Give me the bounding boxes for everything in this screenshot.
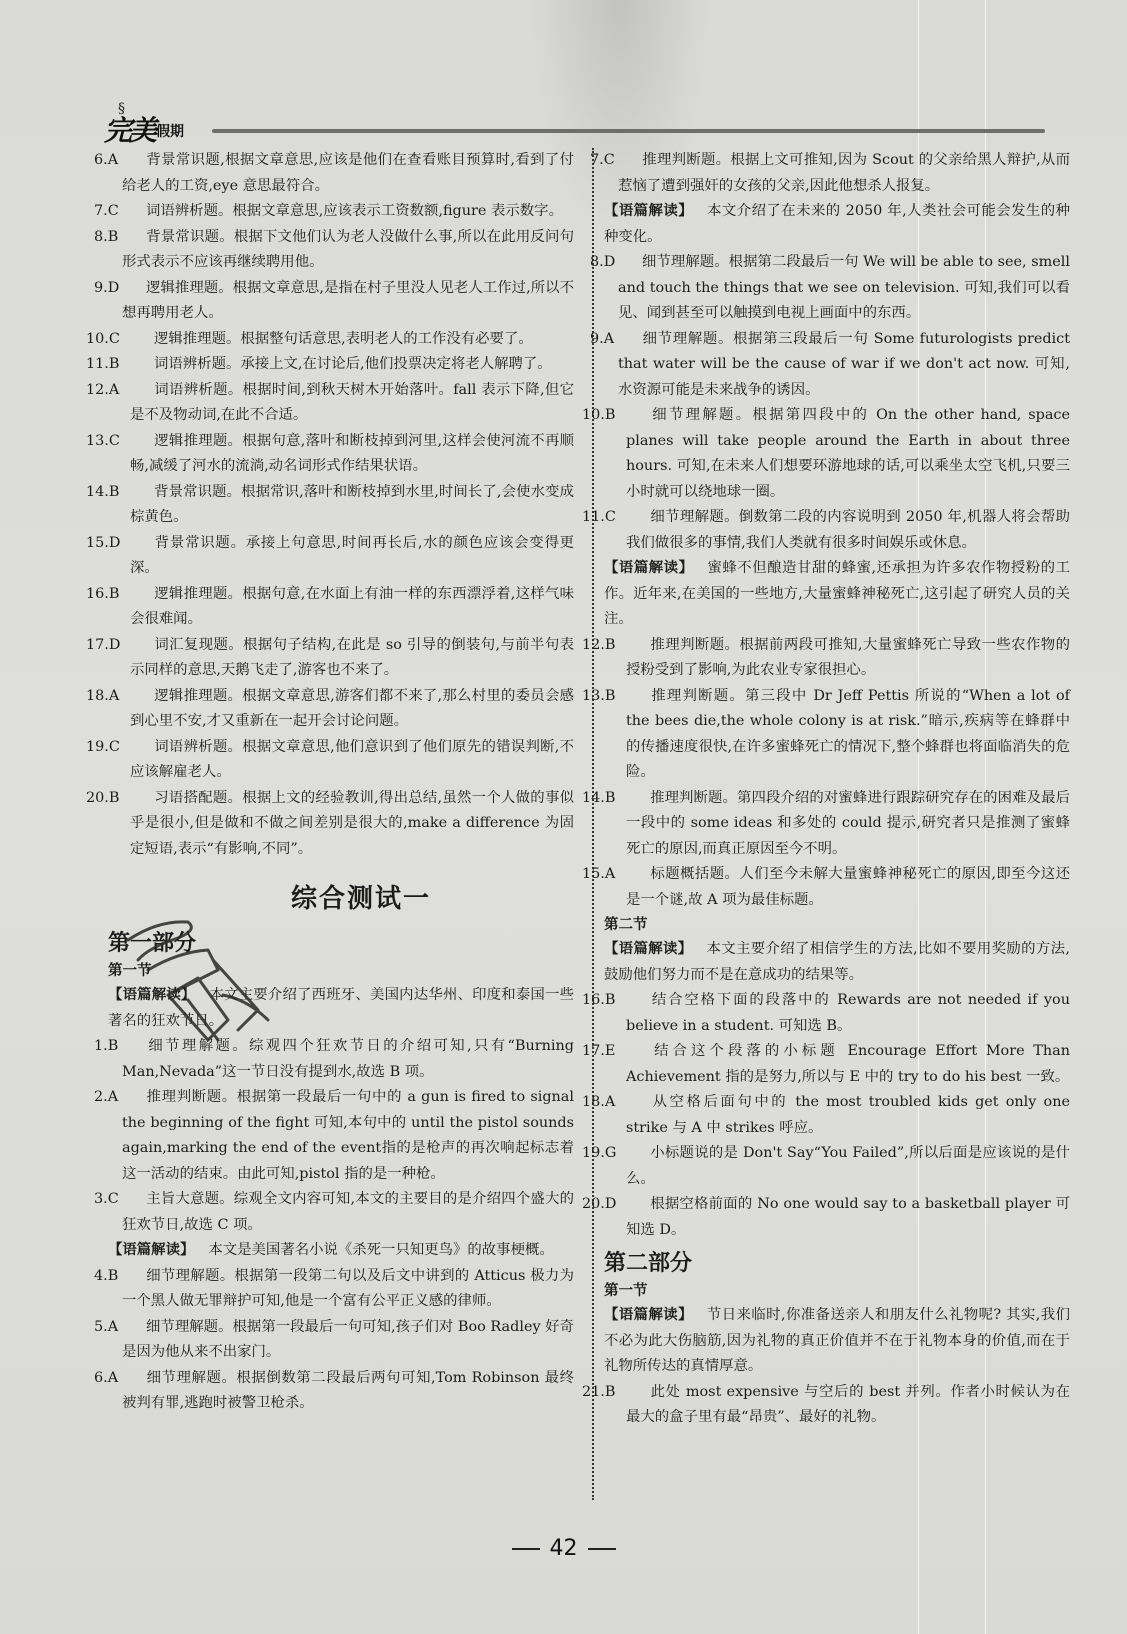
- answer-number: 20.D: [582, 1196, 617, 1212]
- answer-explanation: 此处 most expensive 与空后的 best 并列。作者小时候认为在最大的盒子里有最“昂贵”、最好的礼物。: [626, 1383, 1070, 1425]
- answer-explanation: 细节理解题。根据第四段中的 On the other hand, space planes will take people around the Earth in about three hours. 可知,在未来人们想要环游地球的话,可以乘坐太空飞机,只要三小时就可以绕地球一圈。: [626, 407, 1070, 500]
- answer-number: 16.B: [86, 585, 120, 602]
- logo-main-text: 完美: [104, 114, 155, 147]
- answer-list-bees: [582, 633, 1070, 914]
- answer-item: [94, 1187, 574, 1238]
- answer-number: 9.D: [94, 279, 120, 296]
- answer-explanation: 词汇复现题。根据句子结构,在此是 so 引导的倒装句,与前半句表示同样的意思,天鹅飞走了,游客也不来了。: [130, 636, 574, 678]
- answer-item: [94, 199, 574, 225]
- answer-number: 17.E: [582, 1043, 616, 1059]
- left-column: [86, 148, 574, 1417]
- part-two-title: 第二部分: [604, 1251, 693, 1276]
- answer-number: 12.B: [582, 636, 616, 653]
- answer-explanation: 逻辑推理题。根据文章意思,是指在村子里没人见老人工作过,所以不想再聘用老人。: [122, 279, 574, 321]
- answer-explanation: 逻辑推理题。根据句意,落叶和断枝掉到河里,这样会使河流不再顺畅,减缓了河水的流淌,动名词形式作结果状语。: [130, 432, 574, 474]
- answer-item: [582, 505, 1070, 556]
- answer-explanation: 推理判断题。根据第一段最后一句中的 a gun is fired to signal the beginning of the fight 可知,本句中的 until the pistol sounds again,marking the end of the event指的是枪声的再次响起标志着这一活动的结束。由此可知,pistol 指的是一种枪。: [122, 1089, 574, 1182]
- page-number: [0, 1536, 1127, 1561]
- passage-note-text: 本文主要介绍了相信学生的方法,比如不要用奖励的方法,鼓励他们努力而不是在意成功的结果等。: [604, 941, 1070, 983]
- answer-item: [86, 684, 574, 735]
- answer-number: 4.B: [94, 1267, 119, 1284]
- answer-number: 14.B: [582, 789, 616, 806]
- answer-item: [94, 1315, 574, 1366]
- answer-list-part1a: [94, 1034, 574, 1238]
- answer-item: [86, 786, 574, 863]
- answer-item: [94, 1034, 574, 1085]
- answer-number: 11.B: [86, 356, 120, 372]
- answer-number: 7.C: [94, 203, 119, 219]
- answer-item: [86, 327, 574, 353]
- answer-list-exercise: [86, 148, 574, 862]
- dash-decoration: [512, 1548, 540, 1550]
- answer-explanation: 根据空格前面的 No one would say to a basketball player 可知选 D。: [626, 1196, 1070, 1238]
- answer-item: [86, 352, 574, 378]
- answer-number: 1.B: [94, 1038, 119, 1054]
- passage-note: [604, 937, 1070, 988]
- dash-decoration: [588, 1548, 616, 1550]
- answer-number: 8.D: [590, 254, 616, 270]
- answer-explanation: 词语辨析题。根据时间,到秋天树木开始落叶。fall 表示下降,但它是不及物动词,在此不合适。: [130, 381, 574, 423]
- answer-number: 8.B: [94, 228, 119, 245]
- passage-note-tag: 【语篇解读】: [604, 203, 694, 219]
- answer-number: 10.C: [86, 330, 120, 347]
- answer-number: 12.A: [86, 381, 120, 398]
- answer-item: [582, 786, 1070, 863]
- answer-explanation: 背景常识题。根据常识,落叶和断枝掉到水里,时间长了,会使水变成棕黄色。: [130, 483, 574, 525]
- passage-note-tag: 【语篇解读】: [604, 941, 693, 957]
- section-one-title: 第一节: [108, 963, 152, 979]
- answer-number: 15.D: [86, 534, 121, 551]
- answer-item: [86, 429, 574, 480]
- answer-number: 19.C: [86, 738, 120, 755]
- test-title: 综合测试一: [290, 884, 431, 914]
- passage-note-text: 本文是美国著名小说《杀死一只知更鸟》的故事梗概。: [208, 1242, 554, 1258]
- answer-list-section2: [582, 988, 1070, 1243]
- answer-explanation: 背景常识题,根据文章意思,应该是他们在查看账目预算时,看到了付给老人的工资,eye 意思最符合。: [122, 152, 574, 194]
- answer-number: 19.G: [582, 1145, 617, 1161]
- answer-item: [86, 378, 574, 429]
- passage-note-tag: 【语篇解读】: [108, 1242, 195, 1258]
- logo-swirl-icon: §: [118, 101, 125, 117]
- answer-list-part1b: [94, 1264, 574, 1417]
- answer-explanation: 推理判断题。第四段介绍的对蜜蜂进行跟踪研究存在的困难及最后一段中的 some ideas 和多处的 could 提示,研究者只是推测了蜜蜂死亡的原因,而真正原因至今不明。: [626, 789, 1070, 857]
- answer-explanation: 推理判断题。根据前两段可推知,大量蜜蜂死亡导致一些农作物的授粉受到了影响,为此农业专家很担心。: [626, 636, 1070, 678]
- passage-note: [604, 199, 1070, 250]
- passage-note: [604, 556, 1070, 633]
- answer-explanation: 细节理解题。倒数第二段的内容说明到 2050 年,机器人将会帮助我们做很多的事情,我们人类就有很多时间娱乐或休息。: [626, 509, 1070, 551]
- answer-explanation: 细节理解题。根据第二段最后一句 We will be able to see, smell and touch the things that we see on television. 可知,我们可以看见、闻到甚至可以触摸到电视上画面中的东西。: [618, 254, 1070, 321]
- answer-item: [94, 148, 574, 199]
- passage-note-text: 本文主要介绍了西班牙、美国内达华州、印度和泰国一些著名的狂欢节日。: [108, 987, 574, 1029]
- answer-item: [590, 250, 1070, 327]
- passage-note: [604, 1303, 1070, 1380]
- answer-item: [94, 1366, 574, 1417]
- answer-explanation: 背景常识题。根据下文他们认为老人没做什么事,所以在此用反问句形式表示不应该再继续聘用他。: [122, 228, 574, 270]
- passage-note-tag: 【语篇解读】: [108, 987, 196, 1003]
- answer-item: [94, 225, 574, 276]
- answer-item: [86, 582, 574, 633]
- answer-list-future: [582, 250, 1070, 556]
- answer-explanation: 细节理解题。根据第三段最后一句 Some futurologists predict that water will be the cause of war if we don't act now. 可知,水资源可能是未来战争的诱因。: [618, 330, 1070, 398]
- answer-item: [582, 1141, 1070, 1192]
- answer-item: [582, 1380, 1070, 1431]
- answer-explanation: 词语辨析题。根据文章意思,应该表示工资数额,figure 表示数字。: [146, 203, 563, 219]
- answer-number: 18.A: [86, 687, 120, 704]
- answer-explanation: 逻辑推理题。根据文章意思,游客们都不来了,那么村里的委员会感到心里不安,才又重新在一起开会讨论问题。: [130, 687, 574, 729]
- answer-explanation: 逻辑推理题。根据整句话意思,表明老人的工作没有必要了。: [154, 330, 533, 347]
- passage-note: [108, 1238, 574, 1264]
- right-column: [582, 148, 1070, 1431]
- answer-explanation: 逻辑推理题。根据句意,在水面上有油一样的东西漂浮着,这样气味会很难闻。: [130, 585, 574, 627]
- answer-explanation: 推理判断题。第三段中 Dr Jeff Pettis 所说的“When a lot of the bees die,the whole colony is at risk.”暗示,疾病等在蜂群中的传播速度很快,在许多蜜蜂死亡的情况下,整个蜂群也将面临消失的危险。: [626, 687, 1070, 780]
- answer-explanation: 背景常识题。承接上句意思,时间再长后,水的颜色应该会变得更深。: [130, 534, 574, 576]
- answer-explanation: 词语辨析题。根据文章意思,他们意识到了他们原先的错误判断,不应该解雇老人。: [130, 738, 574, 780]
- answer-number: 14.B: [86, 483, 120, 500]
- answer-number: 20.B: [86, 789, 120, 806]
- passage-note-text: 节日来临时,你准备送亲人和朋友什么礼物呢? 其实,我们不必为此大伤脑筋,因为礼物的真正价值并不在于礼物本身的价值,而在于礼物所传达的真情厚意。: [604, 1307, 1070, 1374]
- part-two-section-one-title: 第一节: [604, 1283, 648, 1299]
- page-number-value: 42: [549, 1536, 578, 1561]
- answer-item: [582, 862, 1070, 913]
- passage-note: [108, 983, 574, 1034]
- page-header: [100, 101, 1045, 147]
- answer-number: 10.B: [582, 407, 616, 423]
- answer-number: 16.B: [582, 992, 616, 1008]
- answer-number: 2.A: [94, 1089, 119, 1105]
- answer-number: 11.C: [582, 509, 616, 525]
- answer-item: [582, 988, 1070, 1039]
- answer-item: [86, 480, 574, 531]
- answer-explanation: 细节理解题。根据倒数第二段最后两句可知,Tom Robinson 最终被判有罪,逃跑时被警卫枪杀。: [122, 1369, 574, 1411]
- answer-explanation: 细节理解题。根据第一段最后一句可知,孩子们对 Boo Radley 好奇是因为他从来不出家门。: [122, 1318, 574, 1360]
- answer-explanation: 词语辨析题。承接上文,在讨论后,他们投票决定将老人解聘了。: [154, 356, 552, 372]
- passage-note-text: 蜜蜂不但酿造甘甜的蜂蜜,还承担为许多农作物授粉的工作。近年来,在美国的一些地方,大量蜜蜂神秘死亡,这引起了研究人员的关注。: [604, 560, 1070, 627]
- answer-explanation: 习语搭配题。根据上文的经验教训,得出总结,虽然一个人做的事似乎是很小,但是做和不做之间差别是很大的,make a difference 为固定短语,表示“有影响,不同”。: [130, 789, 574, 857]
- answer-explanation: 主旨大意题。综观全文内容可知,本文的主要目的是介绍四个盛大的狂欢节日,故选 C 项。: [122, 1191, 574, 1233]
- answer-item: [86, 633, 574, 684]
- answer-item: [86, 735, 574, 786]
- answer-explanation: 标题概括题。人们至今未解大量蜜蜂神秘死亡的原因,即至今这还是一个谜,故 A 项为最佳标题。: [626, 866, 1070, 908]
- answer-item: [94, 276, 574, 327]
- passage-note-text: 本文介绍了在未来的 2050 年,人类社会可能会发生的种种变化。: [604, 203, 1070, 245]
- answer-item: [86, 531, 574, 582]
- answer-number: 6.A: [94, 152, 119, 168]
- answer-number: 15.A: [582, 866, 616, 882]
- answer-item: [582, 403, 1070, 505]
- answer-number: 3.C: [94, 1191, 119, 1207]
- answer-number: 5.A: [94, 1318, 119, 1335]
- answer-number: 6.A: [94, 1369, 119, 1386]
- answer-explanation: 细节理解题。综观四个狂欢节日的介绍可知,只有“Burning Man,Nevada”这一节日没有提到水,故选 B 项。: [122, 1038, 574, 1080]
- answer-item: [582, 1192, 1070, 1243]
- answer-item: [582, 684, 1070, 786]
- answer-number: 17.D: [86, 636, 121, 653]
- passage-note-tag: 【语篇解读】: [604, 560, 694, 576]
- answer-explanation: 从空格后面句中的 the most troubled kids get only one strike 与 A 中 strikes 呼应。: [626, 1094, 1070, 1136]
- header-rule: [212, 129, 1045, 133]
- answer-explanation: 结合空格下面的段落中的 Rewards are not needed if you believe in a student. 可知选 B。: [626, 992, 1070, 1034]
- answer-item: [582, 1090, 1070, 1141]
- answer-explanation: 推理判断题。根据上文可推知,因为 Scout 的父亲给黑人辩护,从而惹恼了遭到强奸的女孩的父亲,因此他想杀人报复。: [618, 152, 1070, 194]
- answer-number: 9.A: [590, 330, 615, 347]
- logo-sub-text: 假期: [156, 124, 185, 140]
- passage-note-tag: 【语篇解读】: [604, 1307, 693, 1323]
- answer-explanation: 小标题说的是 Don't Say“You Failed”,所以后面是应该说的是什么。: [626, 1145, 1070, 1187]
- answer-item: [590, 327, 1070, 404]
- section-two-title: 第二节: [604, 917, 648, 933]
- answer-item: [94, 1085, 574, 1187]
- answer-number: 13.B: [582, 687, 616, 704]
- answer-number: 7.C: [590, 152, 615, 168]
- answer-item: [582, 1039, 1070, 1090]
- brand-logo: [104, 101, 185, 147]
- answer-number: 13.C: [86, 432, 120, 449]
- part-one-title: 第一部分: [108, 931, 197, 956]
- answer-explanation: 结合这个段落的小标题 Encourage Effort More Than Achievement 指的是努力,所以与 E 中的 try to do his best 一致。: [626, 1043, 1070, 1085]
- answer-list-part2: [582, 1380, 1070, 1431]
- answer-item: [582, 633, 1070, 684]
- answer-number: 21.B: [582, 1383, 616, 1400]
- answer-number: 18.A: [582, 1094, 616, 1110]
- answer-explanation: 细节理解题。根据第一段第二句以及后文中讲到的 Atticus 极力为一个黑人做无罪辩护可知,他是一个富有公平正义感的律师。: [122, 1267, 574, 1309]
- answer-item: [94, 1264, 574, 1315]
- answer-item: [590, 148, 1070, 199]
